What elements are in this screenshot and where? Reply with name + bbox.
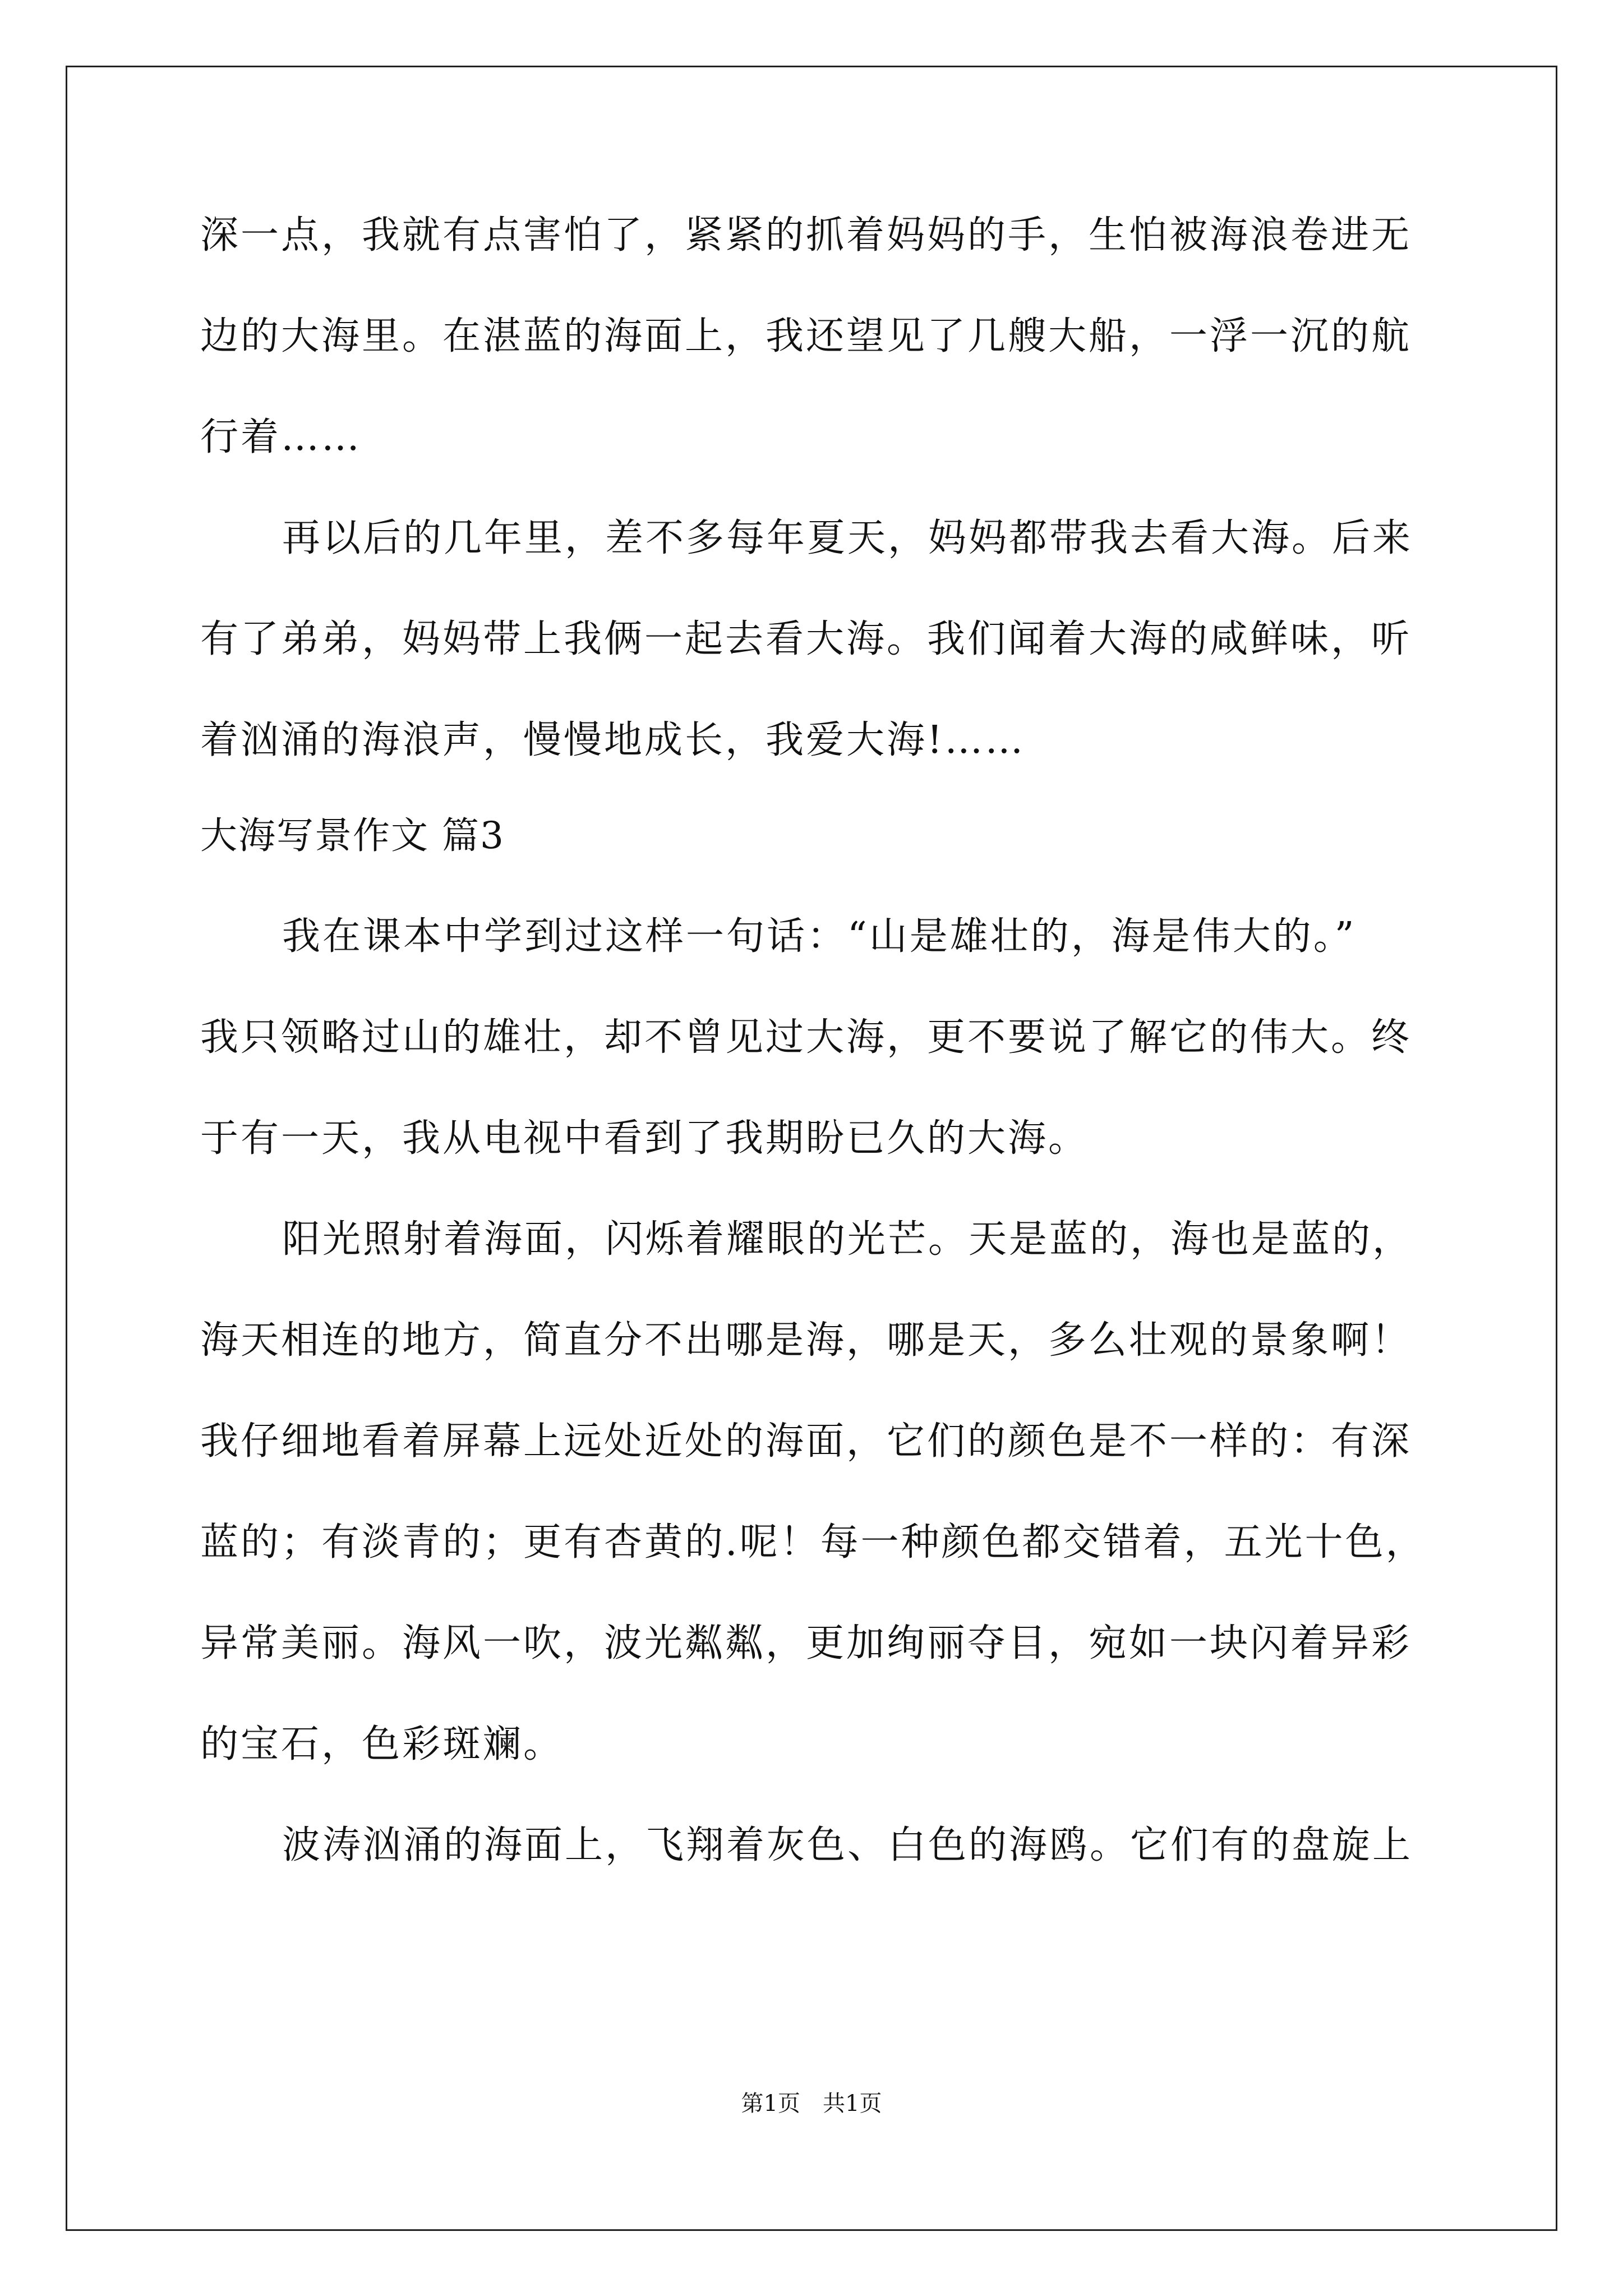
text-line: 于有一天，我从电视中看到了我期盼已久的大海。 <box>200 1116 1089 1161</box>
page-number: 第1页 共1页 <box>741 2091 882 2116</box>
text-line: 深一点，我就有点害怕了，紧紧的抓着妈妈的手，生怕被海浪卷进无 <box>200 213 1412 257</box>
section-heading: 大海写景作文 篇3 <box>200 814 505 857</box>
text-line: 我只领略过山的雄壮，却不曾见过大海，更不要说了解它的伟大。终 <box>200 1015 1412 1060</box>
text-line: 着汹涌的海浪声，慢慢地成长，我爱大海!…… <box>200 718 1026 762</box>
text-line: 的宝石，色彩斑斓。 <box>200 1722 564 1766</box>
paragraph-start: 再以后的几年里，差不多每年夏天，妈妈都带我去看大海。后来 <box>282 516 1413 560</box>
text-line: 行着…… <box>200 415 362 459</box>
text-line: 边的大海里。在湛蓝的海面上，我还望见了几艘大船，一浮一沉的航 <box>200 314 1412 358</box>
text-line: 异常美丽。海风一吹，波光粼粼，更加绚丽夺目，宛如一块闪着异彩 <box>200 1621 1412 1665</box>
paragraph-start: 我在课本中学到过这样一句话：“山是雄壮的，海是伟大的。” <box>282 914 1357 959</box>
paragraph-start: 阳光照射着海面，闪烁着耀眼的光芒。天是蓝的，海也是蓝的， <box>282 1217 1413 1262</box>
text-line: 海天相连的地方，简直分不出哪是海，哪是天，多么壮观的景象啊！ <box>200 1318 1412 1363</box>
text-line: 我仔细地看着屏幕上远处近处的海面，它们的颜色是不一样的：有深 <box>200 1419 1412 1464</box>
paragraph-start: 波涛汹涌的海面上，飞翔着灰色、白色的海鸥。它们有的盘旋上 <box>282 1823 1413 1867</box>
text-line: 蓝的；有淡青的；更有杏黄的.呢！每一种颜色都交错着，五光十色， <box>200 1520 1426 1565</box>
text-line: 有了弟弟，妈妈带上我俩一起去看大海。我们闻着大海的咸鲜味，听 <box>200 617 1412 661</box>
